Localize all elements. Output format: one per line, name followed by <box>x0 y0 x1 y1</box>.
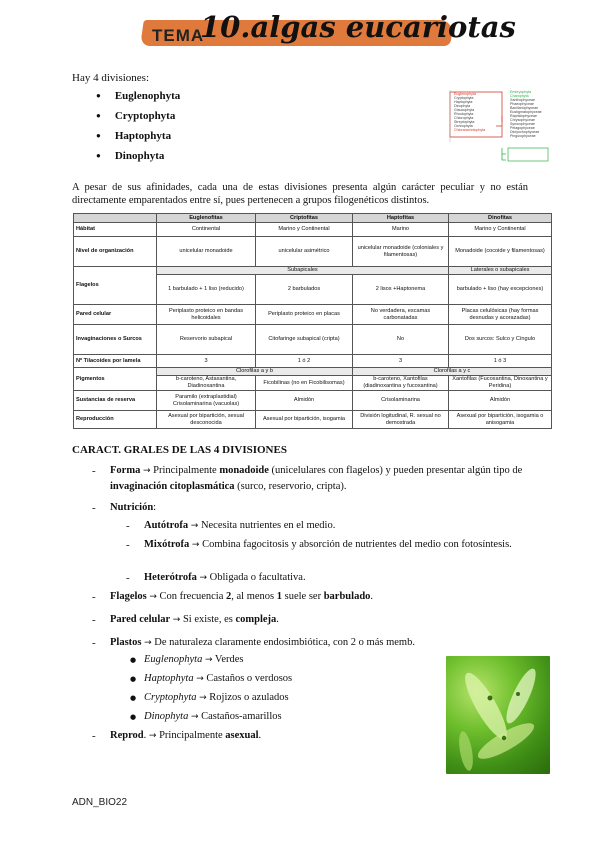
diagram-label: Ochrophyta <box>454 124 473 128</box>
term: Plastos <box>110 637 142 648</box>
diagram-label: Dinophyta <box>454 104 471 108</box>
arrow-icon: → <box>199 693 207 703</box>
bullet-icon: ● <box>130 713 137 721</box>
text: , al menos <box>231 591 277 602</box>
list-item: ● Haptophyta <box>96 130 180 150</box>
table-cell: Marino <box>353 223 449 237</box>
term: invaginación citoplasmática <box>110 481 235 492</box>
arrow-icon: → <box>149 592 157 602</box>
table-cell: b-caroteno, Astaxantina, Diadinoxantina <box>157 376 256 391</box>
euglena-illustration <box>446 656 550 774</box>
table-header-row <box>74 214 552 223</box>
table-cell: División logitudinal, R. sexual no demostrada <box>353 411 449 429</box>
table-header-cell: Haptofitas <box>353 214 449 223</box>
arrow-icon: → <box>204 655 213 665</box>
table-cell: 2 lisos +Haptonema <box>353 275 449 305</box>
table-cell: barbulado + liso (hay excepciones) <box>449 275 552 305</box>
table-row <box>74 355 552 368</box>
term: Cryptophyta <box>144 692 197 703</box>
table-cell: Continental <box>157 223 256 237</box>
row-label: Reproducción <box>74 411 157 429</box>
diagram-label: Bacillariophyceae <box>510 106 539 110</box>
term: 1 <box>276 591 283 602</box>
list-item: ● Cryptophyta <box>96 110 180 130</box>
table-cell: Almidón <box>256 391 353 411</box>
text: suele ser <box>282 591 324 602</box>
table-row <box>74 368 552 376</box>
text: Principalmente <box>150 465 220 476</box>
table-cell: b-caroteno, Xantofilas (diadinoxantina y fucoxantina) <box>353 376 449 391</box>
text: Obligada o facultativa. <box>207 572 306 583</box>
row-label: Pared celular <box>74 305 157 325</box>
table-cell: Periplasto proteico en placas <box>256 305 353 325</box>
table-row <box>74 391 552 411</box>
table-row <box>74 223 552 237</box>
row-label: Hábitat <box>74 223 157 237</box>
term: Heterótrofa <box>144 572 197 583</box>
section-title: CARACT. GRALES DE LAS 4 DIVISIONES <box>72 444 287 456</box>
euglena-photo <box>446 656 550 774</box>
diagram-label: Eustigmatophyceae <box>510 110 542 114</box>
diagram-label: Synurophyceae <box>510 122 535 126</box>
term: Haptophyta <box>144 673 194 684</box>
table-cell: Crisolaminarina <box>353 391 449 411</box>
table-row <box>74 325 552 355</box>
diagram-label: Pelagophyceae <box>510 126 535 130</box>
term: Autótrofa <box>144 520 189 531</box>
table-cell: unicelular asimétrico <box>256 237 353 267</box>
table-cell: Ficobilinas (no en Ficobilisomas) <box>256 376 353 391</box>
dash-bullet: - <box>92 614 96 626</box>
row-label: Pigmentos <box>74 368 157 391</box>
diagram-label: Charophyta <box>510 94 529 98</box>
text: Si existe, es <box>180 614 236 625</box>
table-cell: Subapicales <box>157 267 449 275</box>
arrow-icon: → <box>191 540 200 550</box>
bullet-icon: ● <box>130 656 137 664</box>
diagram-label: Haptophyta <box>454 100 473 104</box>
bullet-icon: ● <box>130 694 137 702</box>
divisions-list <box>96 90 180 170</box>
table-row <box>74 267 552 275</box>
flagelos-item <box>110 589 373 605</box>
table-cell: Periplasto proteico en bandas helicoidales <box>157 305 256 325</box>
list-item: ● Dinophyta <box>96 150 180 170</box>
footer-text: ADN_BIO22 <box>72 797 128 808</box>
dash-bullet: - <box>126 520 130 532</box>
page-title: 10.algas eucariotas <box>200 10 516 44</box>
arrow-icon: → <box>148 731 157 741</box>
nutricion-heading <box>110 500 156 515</box>
diagram-label: Chlorophyta <box>454 116 474 120</box>
text: De naturaleza claramente endosimbiótica, con 2 o más memb. <box>151 637 415 648</box>
table-cell: No <box>353 325 449 355</box>
table-cell: 1 barbulado + 1 liso (reducido) <box>157 275 256 305</box>
term: Flagelos <box>110 591 147 602</box>
row-label: Flagelos <box>74 267 157 305</box>
diagram-label: Rhodophyta <box>454 112 474 116</box>
term: Reprod <box>110 730 144 741</box>
table-cell: 1 ó 2 <box>256 355 353 368</box>
table-row <box>74 237 552 267</box>
plasto-item <box>144 690 289 706</box>
diagram-label: Pinguiophyceae <box>510 134 536 138</box>
text: Necesita nutrientes en el medio. <box>198 520 336 531</box>
arrow-icon: → <box>172 615 181 625</box>
plasto-item <box>144 652 244 668</box>
arrow-icon: → <box>196 674 204 684</box>
table-header-cell: Dinofitas <box>449 214 552 223</box>
diagram-label: Xanthophyceae <box>510 98 535 102</box>
dash-bullet: - <box>92 637 96 649</box>
text: . <box>276 614 279 625</box>
dash-bullet: - <box>126 539 130 551</box>
table-cell: Clorofilas a y b <box>157 368 353 376</box>
diagram-label: Glaucophyta <box>454 108 475 112</box>
arrow-icon: → <box>144 638 152 648</box>
forma-item <box>110 463 528 494</box>
diagram-label: Raphidophyceae <box>510 114 537 118</box>
table-cell: Asexual por bipartición, isogamia o anisogamia <box>449 411 552 429</box>
table-cell: unicelular monadoide (coloniales y filamentosas) <box>353 237 449 267</box>
intro-text: Hay 4 divisiones: <box>72 72 149 84</box>
table-cell: Laterales o subapicales <box>449 267 552 275</box>
text: Combina fagocitosis y absorción de nutrientes del medio con fotosíntesis. <box>199 539 512 550</box>
plastos-item <box>110 635 415 651</box>
table-cell: Paramilo (extraplastidial) Crisolaminarina (vacuolas) <box>157 391 256 411</box>
list-item: ● Euglenophyta <box>96 90 180 110</box>
term: compleja <box>235 614 277 625</box>
text: : <box>153 502 157 513</box>
text: Principalmente <box>156 730 226 741</box>
table-cell: Asexual por bipartición, sexual desconocida <box>157 411 256 429</box>
term: monadoide <box>219 465 269 476</box>
table-cell: 1 ó 3 <box>449 355 552 368</box>
diagram-label: Euglenophyta <box>454 92 476 96</box>
row-label: Invaginaciones o Surcos <box>74 325 157 355</box>
arrow-icon: → <box>190 712 199 722</box>
table-cell: 3 <box>353 355 449 368</box>
diagram-column-left <box>454 92 485 132</box>
term: Euglenophyta <box>144 654 203 665</box>
table-cell: Placas celulósicas (hay formas desnudas y acorazadas) <box>449 305 552 325</box>
text: (surco, reservorio, cripta). <box>234 481 347 492</box>
table-cell: Almidón <box>449 391 552 411</box>
text: Verdes <box>212 654 244 665</box>
dash-bullet: - <box>126 572 130 584</box>
diagram-label: Streptophyta <box>454 120 475 124</box>
nutricion-item <box>144 570 306 586</box>
table-cell: unicelular monadoide <box>157 237 256 267</box>
table-cell: Xantofilas (Fucoxantina, Dinoxantina y Peridina) <box>449 376 552 391</box>
page-header <box>142 10 516 48</box>
term: asexual <box>225 730 259 741</box>
text: Rojizos o azulados <box>206 692 289 703</box>
dash-bullet: - <box>92 465 96 477</box>
arrow-icon: → <box>199 573 208 583</box>
reprod-item <box>110 728 261 744</box>
table-header-cell: Euglenofitas <box>157 214 256 223</box>
table-cell: 2 barbulados <box>256 275 353 305</box>
classification-mini-diagram <box>436 82 556 162</box>
nutricion-item <box>144 518 335 534</box>
table-cell: Marino y Continental <box>449 223 552 237</box>
table-cell: Asexual por bipartición, isogamia <box>256 411 353 429</box>
table-cell: Clorofilas a y c <box>353 368 552 376</box>
nutricion-item <box>144 537 528 553</box>
row-label: Nº Tilacoides por lamela <box>74 355 157 368</box>
comparison-table <box>73 213 552 429</box>
row-label: Sustancias de reserva <box>74 391 157 411</box>
table-header-cell: Criptofitas <box>256 214 353 223</box>
table-cell: Reservorio subapical <box>157 325 256 355</box>
diagram-label: Dictyochophyceae <box>510 130 540 134</box>
term: Dinophyta <box>144 711 189 722</box>
term: barbulado <box>323 591 371 602</box>
term: Forma <box>110 465 141 476</box>
dash-bullet: - <box>92 591 96 603</box>
text: (unicelulares con flagelos) y pueden presentar algún tipo de <box>268 465 523 476</box>
table-cell: Dos surcos: Sulco y Cíngulo <box>449 325 552 355</box>
diagram-label: Cryptophyta <box>454 96 474 100</box>
tema-label: TEMA <box>152 26 205 45</box>
table-row <box>74 411 552 429</box>
table-cell: Marino y Continental <box>256 223 353 237</box>
term: Nutrición <box>110 502 154 513</box>
dash-bullet: - <box>92 730 96 742</box>
table-cell: 3 <box>157 355 256 368</box>
diagram-label: Chrysophyceae <box>510 118 535 122</box>
text: . <box>143 730 149 741</box>
table-cell: No verdadera, escamas carbonatadas <box>353 305 449 325</box>
pared-item <box>110 612 279 628</box>
plasto-item <box>144 671 292 687</box>
diagram-column-right <box>510 90 542 138</box>
intro-paragraph: A pesar de sus afinidades, cada una de estas divisiones presenta algún carácter peculiar y no están directamente emparentados entre sí, pues pertenecen a grupos filogenéticos distintos. <box>72 182 528 206</box>
diagram-label: Phaeophyceae <box>510 102 534 106</box>
bullet-icon: ● <box>130 675 137 683</box>
arrow-icon: → <box>190 521 199 531</box>
diagram-label: Chlorarachniophyta <box>454 128 486 132</box>
dash-bullet: - <box>92 502 96 514</box>
text: . <box>370 591 374 602</box>
term: 2 <box>226 591 232 602</box>
term: Mixótrofa <box>144 539 190 550</box>
row-label: Nivel de organización <box>74 237 157 267</box>
text: Con frecuencia <box>156 591 227 602</box>
text: . <box>258 730 262 741</box>
text: Castaños-amarillos <box>198 711 282 722</box>
table-header-cell <box>74 214 157 223</box>
arrow-icon: → <box>142 466 151 476</box>
table-cell: Monadoide (cocoide y filamentosas) <box>449 237 552 267</box>
term: Pared celular <box>110 614 171 625</box>
plasto-item <box>144 709 282 725</box>
text: Castaños o verdosos <box>203 673 293 684</box>
table-row <box>74 305 552 325</box>
diagram-label: Embryophyta <box>510 90 532 94</box>
table-cell: Citofaringe subapical (cripta) <box>256 325 353 355</box>
